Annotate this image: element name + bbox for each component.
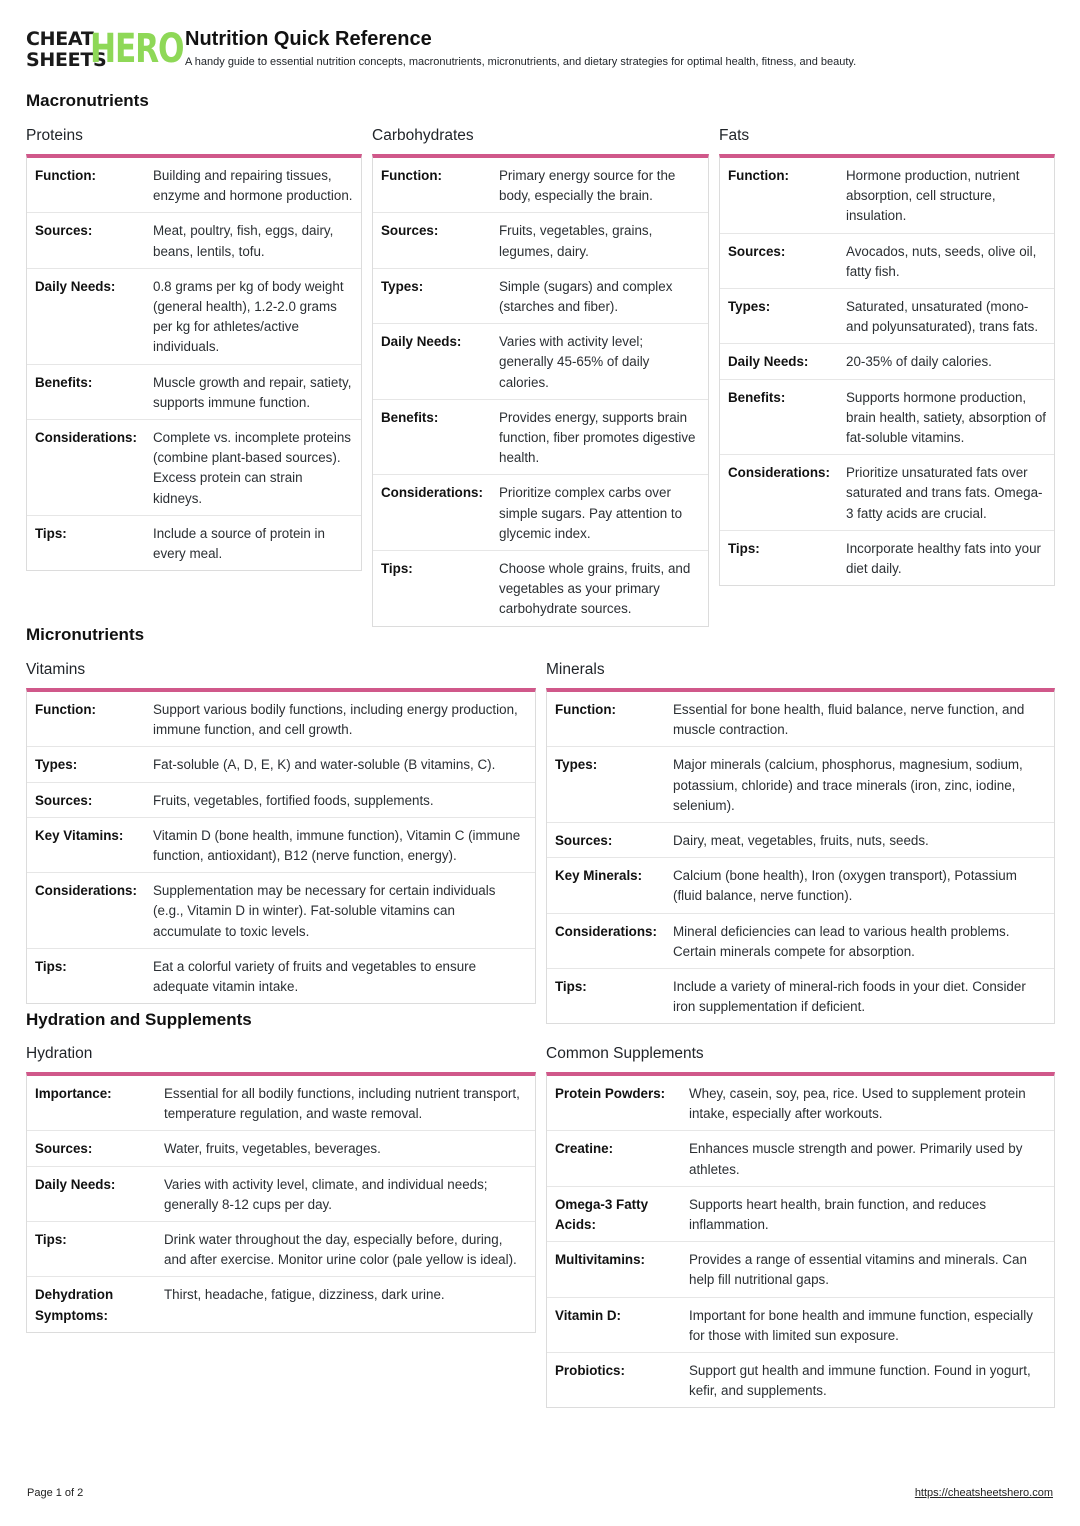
row-value: Eat a colorful variety of fruits and vegetables to ensure adequate vitamin intake.: [153, 958, 477, 995]
row-value: Saturated, unsaturated (mono- and polyunsaturated), trans fats.: [846, 299, 1039, 335]
page-title: Nutrition Quick Reference: [185, 28, 432, 50]
row-value: Fruits, vegetables, fortified foods, supplements.: [153, 792, 434, 808]
row-label: Protein Powders:: [555, 1086, 666, 1101]
page-number: Page 1 of 2: [27, 1487, 84, 1499]
logo-hero-text: HERO: [90, 26, 184, 72]
row-label: Probiotics:: [555, 1363, 625, 1379]
table-row: [27, 1131, 535, 1166]
row-label: Creatine:: [555, 1141, 614, 1157]
row-value: Support various bodily functions, including energy production, immune function, and cell growth.: [153, 702, 518, 738]
table-row: [720, 344, 1054, 379]
table-row: [547, 692, 1054, 747]
table-row: [373, 324, 708, 400]
card-common-supplements: [546, 1044, 1055, 1408]
card-title: Carbohydrates: [372, 127, 474, 144]
cheatsheetshero-logo[interactable]: [26, 26, 184, 72]
row-label: Sources:: [35, 223, 93, 239]
row-value: Hormone production, nutrient absorption, cell structure, insulation.: [846, 168, 1020, 224]
row-value: Muscle growth and repair, satiety, supports immune function.: [153, 374, 352, 410]
table-row: [547, 1353, 1054, 1407]
row-label: Types:: [35, 757, 78, 773]
row-value: Supplementation may be necessary for certain individuals (e.g., Vitamin D in winter). Fat-soluble vitamins can accumulate to toxic levels.: [153, 883, 496, 939]
row-label: Considerations:: [35, 430, 137, 446]
table-row: [27, 213, 361, 268]
row-label: Function:: [555, 702, 616, 717]
card-title: Fats: [719, 127, 750, 144]
row-label: Considerations:: [35, 883, 137, 899]
site-link[interactable]: https://cheatsheetshero.com: [914, 1487, 1053, 1499]
row-label: Importance:: [35, 1086, 112, 1101]
table-row: [547, 1298, 1054, 1353]
table-row: [373, 158, 708, 213]
table-row: [547, 1242, 1054, 1297]
row-label: Sources:: [35, 1141, 93, 1157]
card-minerals: [546, 660, 1055, 1024]
logo-sheets-text: SHEETS: [26, 49, 107, 71]
row-label: Function:: [381, 168, 442, 183]
card-table: [26, 1072, 536, 1333]
row-value: Varies with activity level; generally 45-65% of daily calories.: [499, 334, 650, 390]
table-row: [27, 365, 361, 420]
table-row: [720, 531, 1054, 585]
row-label: Function:: [35, 702, 96, 717]
row-value: Whey, casein, soy, pea, rice. Used to supplement protein intake, especially after workouts.: [689, 1086, 1026, 1122]
row-value: Incorporate healthy fats into your diet daily.: [846, 540, 1042, 577]
row-label: Tips:: [35, 1232, 67, 1248]
row-label: Types:: [381, 278, 424, 294]
section-title-hydration-supplements: Hydration and Supplements: [26, 1010, 252, 1029]
row-label: Tips:: [555, 979, 587, 995]
row-label: Tips:: [35, 525, 67, 541]
row-value: Enhances muscle strength and power. Primarily used by athletes.: [689, 1141, 1023, 1177]
card-vitamins: [26, 660, 536, 1004]
card-table: [546, 688, 1055, 1024]
row-label: Key Vitamins:: [35, 827, 124, 843]
row-value: Water, fruits, vegetables, beverages.: [164, 1141, 381, 1157]
table-row: [547, 1076, 1054, 1131]
row-value: Support gut health and immune function. Found in yogurt, kefir, and supplements.: [689, 1363, 1031, 1399]
row-label: Sources:: [35, 792, 93, 808]
table-row: [27, 692, 535, 747]
row-value: Provides energy, supports brain function, fiber promotes digestive health.: [499, 409, 696, 466]
row-value: Choose whole grains, fruits, and vegetables as your primary carbohydrate sources.: [499, 561, 691, 617]
card-table: [26, 154, 362, 571]
table-row: [720, 158, 1054, 234]
table-row: [547, 914, 1054, 969]
table-row: [373, 475, 708, 551]
row-label: Dehydration Symptoms:: [35, 1287, 114, 1323]
card-title: Common Supplements: [546, 1045, 704, 1062]
row-label: Daily Needs:: [35, 1176, 116, 1192]
table-row: [27, 949, 535, 1003]
row-value: Include a source of protein in every meal.: [153, 525, 325, 562]
row-label: Vitamin D:: [555, 1307, 621, 1323]
table-row: [547, 1131, 1054, 1186]
row-label: Benefits:: [728, 389, 786, 405]
card-carbohydrates: [372, 126, 709, 627]
row-label: Daily Needs:: [728, 354, 809, 370]
row-value: Thirst, headache, fatigue, dizziness, dark urine.: [164, 1287, 445, 1303]
row-label: Benefits:: [381, 409, 439, 425]
logo-cheat-text: CHEAT: [26, 28, 94, 50]
row-label: Tips:: [381, 561, 413, 577]
card-table: [372, 154, 709, 627]
row-label: Function:: [35, 168, 96, 183]
table-row: [27, 420, 361, 516]
table-row: [720, 380, 1054, 456]
row-value: Varies with activity level, climate, and individual needs; generally 8-12 cups per day.: [164, 1176, 488, 1212]
row-label: Daily Needs:: [381, 334, 462, 350]
table-row: [373, 269, 708, 324]
row-value: Meat, poultry, fish, eggs, dairy, beans, lentils, tofu.: [153, 223, 334, 259]
table-row: [27, 269, 361, 365]
row-label: Types:: [555, 757, 598, 773]
row-label: Daily Needs:: [35, 278, 116, 294]
row-value: Dairy, meat, vegetables, fruits, nuts, seeds.: [673, 833, 929, 849]
table-row: [720, 234, 1054, 289]
table-row: [547, 1187, 1054, 1242]
row-value: Prioritize complex carbs over simple sugars. Pay attention to glycemic index.: [499, 485, 683, 541]
row-value: Supports hormone production, brain health, satiety, absorption of fat-soluble vitamins.: [846, 389, 1046, 446]
table-row: [27, 873, 535, 949]
card-fats: [719, 126, 1055, 586]
table-row: [373, 400, 708, 476]
table-row: [373, 551, 708, 626]
row-value: Major minerals (calcium, phosphorus, magnesium, sodium, potassium, chloride) and trace minerals (iron, zinc, iodine, selenium).: [673, 757, 1023, 813]
section-title-macronutrients: Macronutrients: [26, 91, 149, 110]
row-value: Important for bone health and immune function, especially for those with limited sun exposure.: [689, 1307, 1033, 1343]
page-header: [26, 26, 1056, 74]
table-row: [547, 823, 1054, 858]
section-title-micronutrients: Micronutrients: [26, 625, 145, 644]
table-row: [720, 289, 1054, 344]
row-label: Considerations:: [381, 485, 483, 501]
card-table: [26, 688, 536, 1004]
table-row: [27, 818, 535, 873]
table-row: [373, 213, 708, 268]
row-label: Tips:: [35, 958, 67, 974]
row-value: Drink water throughout the day, especially before, during, and after exercise. Monitor urine color (pale yellow is ideal).: [164, 1232, 517, 1268]
card-title: Minerals: [546, 661, 605, 678]
row-value: 0.8 grams per kg of body weight (general health), 1.2-2.0 grams per kg for athletes/active individuals.: [153, 278, 344, 355]
row-value: Include a variety of mineral-rich foods in your diet. Consider iron supplementation if deficient.: [673, 979, 1026, 1015]
card-title: Hydration: [26, 1045, 93, 1062]
table-row: [27, 1222, 535, 1277]
row-label: Considerations:: [555, 923, 657, 939]
card-title: Proteins: [26, 127, 83, 144]
row-value: Essential for all bodily functions, including nutrient transport, temperature regulation, and waste removal.: [164, 1086, 520, 1122]
page-subtitle: A handy guide to essential nutrition concepts, macronutrients, micronutrients, and dietary strategies for optimal health, fitness, and beauty.: [185, 56, 857, 68]
row-label: Sources:: [728, 243, 786, 259]
row-value: Vitamin D (bone health, immune function), Vitamin C (immune function, antioxidant), B12 (nerve function, energy).: [153, 827, 521, 864]
card-table: [546, 1072, 1055, 1408]
row-value: Primary energy source for the body, especially the brain.: [499, 168, 676, 204]
row-value: Building and repairing tissues, enzyme and hormone production.: [153, 168, 353, 204]
row-label: Function:: [728, 168, 789, 183]
row-label: Types:: [728, 299, 771, 315]
table-row: [27, 747, 535, 782]
card-title: Vitamins: [26, 661, 86, 678]
row-value: Fat-soluble (A, D, E, K) and water-soluble (B vitamins, C).: [153, 757, 496, 773]
row-label: Considerations:: [728, 465, 830, 481]
row-value: Provides a range of essential vitamins and minerals. Can help fill nutritional gaps.: [689, 1252, 1027, 1288]
row-value: Supports heart health, brain function, and reduces inflammation.: [689, 1196, 987, 1233]
card-hydration: [26, 1044, 536, 1333]
table-row: [27, 158, 361, 213]
card-table: [719, 154, 1055, 586]
row-value: Calcium (bone health), Iron (oxygen transport), Potassium (fluid balance, nerve function).: [673, 868, 1017, 904]
row-value: Mineral deficiencies can lead to various health problems. Certain minerals compete for absorption.: [673, 923, 1010, 959]
row-value: Avocados, nuts, seeds, olive oil, fatty fish.: [846, 243, 1037, 279]
row-label: Sources:: [381, 223, 439, 239]
table-row: [547, 858, 1054, 913]
row-label: Multivitamins:: [555, 1252, 646, 1268]
card-proteins: [26, 126, 362, 571]
row-value: Essential for bone health, fluid balance, nerve function, and muscle contraction.: [673, 702, 1025, 738]
table-row: [547, 747, 1054, 823]
row-label: Key Minerals:: [555, 868, 643, 884]
row-value: Prioritize unsaturated fats over saturated and trans fats. Omega-3 fatty acids are crucial.: [846, 465, 1043, 521]
row-label: Tips:: [728, 540, 760, 556]
row-value: Complete vs. incomplete proteins (combine plant-based sources). Excess protein can strain kidneys.: [153, 430, 351, 506]
table-row: [27, 516, 361, 570]
table-row: [27, 1076, 535, 1131]
table-row: [27, 1277, 535, 1331]
row-label: Sources:: [555, 833, 613, 849]
row-value: 20-35% of daily calories.: [846, 354, 992, 370]
table-row: [27, 783, 535, 818]
row-value: Fruits, vegetables, grains, legumes, dairy.: [499, 223, 653, 259]
row-value: Simple (sugars) and complex (starches and fiber).: [499, 278, 673, 315]
table-row: [27, 1167, 535, 1222]
row-label: Benefits:: [35, 374, 93, 390]
table-row: [720, 455, 1054, 531]
row-label: Omega-3 Fatty Acids:: [555, 1196, 649, 1233]
table-row: [547, 969, 1054, 1023]
